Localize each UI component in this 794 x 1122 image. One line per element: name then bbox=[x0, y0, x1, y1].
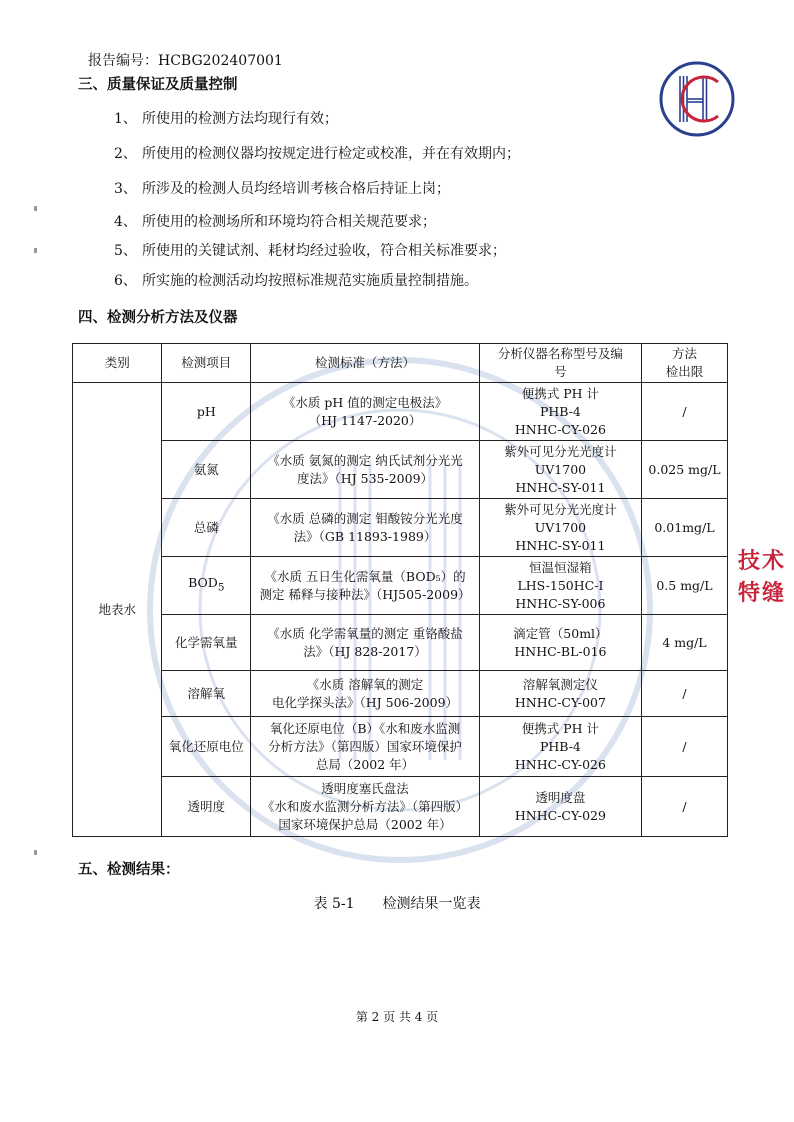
limit-cell: 4 mg/L bbox=[641, 615, 727, 671]
standard-cell: 《水质 总磷的测定 钼酸铵分光光度 法》（GB 11893-1989） bbox=[251, 499, 480, 557]
instrument-cell: 紫外可见分光光度计 UV1700 HNHC-SY-011 bbox=[479, 441, 641, 499]
standard-cell: 《水质 五日生化需氧量（BOD₅）的 测定 稀释与接种法》（HJ505-2009） bbox=[251, 557, 480, 615]
sample-type-cell: 地表水 bbox=[73, 383, 162, 837]
limit-cell: / bbox=[641, 383, 727, 441]
red-seal-stamp: 技术 特缝 bbox=[738, 549, 787, 606]
standard-cell: 《水质 化学需氧量的测定 重铬酸盐 法》（HJ 828-2017） bbox=[251, 615, 480, 671]
qa-item: 1、 所使用的检测方法均现行有效； bbox=[114, 111, 338, 127]
limit-cell: 0.5 mg/L bbox=[641, 557, 727, 615]
section-3-title: 三、质量保证及质量控制 bbox=[78, 77, 238, 93]
item-cell: 氧化还原电位 bbox=[162, 717, 251, 777]
header-category: 类别 bbox=[73, 344, 162, 383]
page-footer: 第 2 页 共 4 页 bbox=[355, 1010, 439, 1024]
limit-cell: / bbox=[641, 671, 727, 717]
company-logo-icon bbox=[658, 60, 736, 138]
limit-cell: 0.025 mg/L bbox=[641, 441, 727, 499]
item-cell: 溶解氧 bbox=[162, 671, 251, 717]
methods-table bbox=[72, 343, 728, 837]
standard-cell: 透明度塞氏盘法 《水和废水监测分析方法》（第四版） 国家环境保护总局（2002 年） bbox=[251, 777, 480, 837]
table-row bbox=[73, 717, 728, 777]
item-cell: pH bbox=[162, 383, 251, 441]
binding-mark bbox=[34, 850, 37, 855]
table-row bbox=[73, 383, 728, 441]
table-row bbox=[73, 499, 728, 557]
table-row bbox=[73, 441, 728, 499]
instrument-cell: 滴定管（50ml） HNHC-BL-016 bbox=[479, 615, 641, 671]
table-caption: 表 5-1 检测结果一览表 bbox=[313, 896, 481, 912]
report-number: 报告编号：HCBG202407001 bbox=[88, 53, 283, 69]
instrument-cell: 紫外可见分光光度计 UV1700 HNHC-SY-011 bbox=[479, 499, 641, 557]
table-row bbox=[73, 615, 728, 671]
limit-cell: / bbox=[641, 717, 727, 777]
standard-cell: 《水质 pH 值的测定电极法》 （HJ 1147-2020） bbox=[251, 383, 480, 441]
binding-mark bbox=[34, 248, 37, 253]
table-header-row bbox=[73, 344, 728, 383]
binding-mark bbox=[34, 206, 37, 211]
item-cell: $BOD_5$ bbox=[162, 557, 251, 615]
qa-item: 3、 所涉及的检测人员均经培训考核合格后持证上岗； bbox=[114, 181, 450, 197]
instrument-cell: 便携式 PH 计 PHB-4 HNHC-CY-026 bbox=[479, 383, 641, 441]
header-limit: 方法 检出限 bbox=[641, 344, 727, 383]
item-cell: 化学需氧量 bbox=[162, 615, 251, 671]
standard-cell: 《水质 溶解氧的测定 电化学探头法》（HJ 506-2009） bbox=[251, 671, 480, 717]
qa-item: 4、 所使用的检测场所和环境均符合相关规范要求； bbox=[114, 214, 436, 230]
qa-item: 5、 所使用的关键试剂、耗材均经过验收，符合相关标准要求； bbox=[114, 243, 506, 259]
instrument-cell: 恒温恒湿箱 LHS-150HC-I HNHC-SY-006 bbox=[479, 557, 641, 615]
item-cell: 氨氮 bbox=[162, 441, 251, 499]
qa-item: 6、 所实施的检测活动均按照标准规范实施质量控制措施。 bbox=[114, 273, 478, 289]
table-row bbox=[73, 777, 728, 837]
section-5-title: 五、检测结果： bbox=[78, 862, 180, 878]
instrument-cell: 溶解氧测定仪 HNHC-CY-007 bbox=[479, 671, 641, 717]
limit-cell: / bbox=[641, 777, 727, 837]
item-cell: 总磷 bbox=[162, 499, 251, 557]
qa-item: 2、 所使用的检测仪器均按规定进行检定或校准，并在有效期内； bbox=[114, 146, 520, 162]
instrument-cell: 透明度盘 HNHC-CY-029 bbox=[479, 777, 641, 837]
standard-cell: 《水质 氨氮的测定 纳氏试剂分光光 度法》（HJ 535-2009） bbox=[251, 441, 480, 499]
item-cell: 透明度 bbox=[162, 777, 251, 837]
table-row bbox=[73, 671, 728, 717]
header-standard: 检测标准（方法） bbox=[251, 344, 480, 383]
table-row bbox=[73, 557, 728, 615]
header-item: 检测项目 bbox=[162, 344, 251, 383]
standard-cell: 氧化还原电位（B）《水和废水监测 分析方法》（第四版）国家环境保护 总局（2002 年） bbox=[251, 717, 480, 777]
header-instrument: 分析仪器名称型号及编 号 bbox=[479, 344, 641, 383]
instrument-cell: 便携式 PH 计 PHB-4 HNHC-CY-026 bbox=[479, 717, 641, 777]
section-4-title: 四、检测分析方法及仪器 bbox=[78, 310, 238, 326]
limit-cell: 0.01mg/L bbox=[641, 499, 727, 557]
